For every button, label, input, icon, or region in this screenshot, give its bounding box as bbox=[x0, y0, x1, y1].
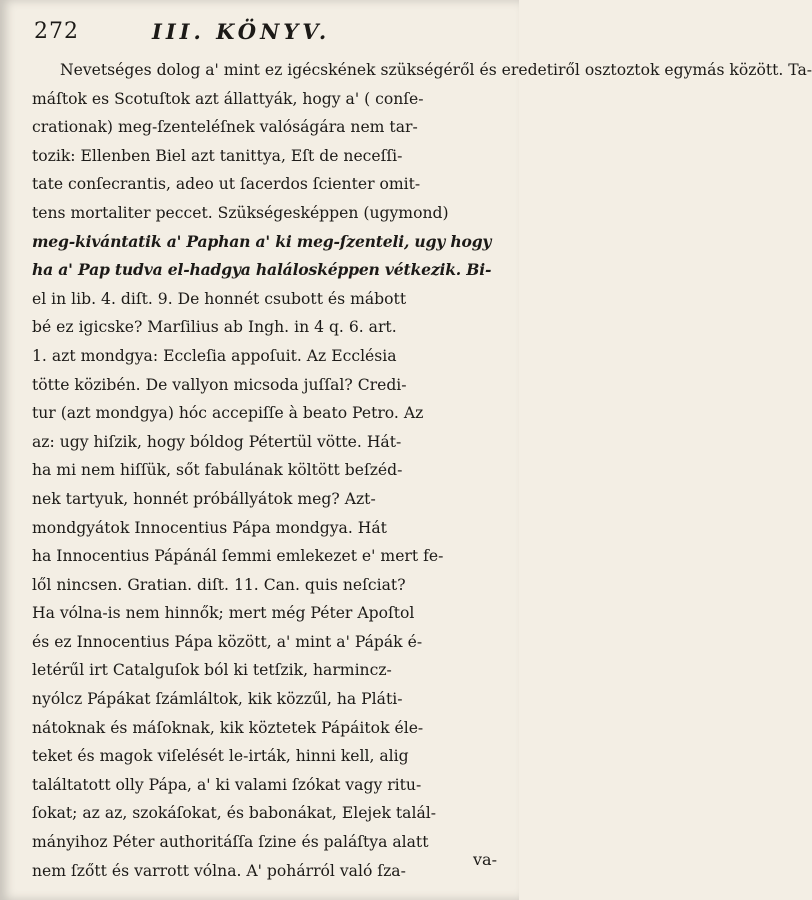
text-line: nátoknak és máſoknak, kik köztetek Pápáitok éle- bbox=[32, 718, 424, 737]
page-header bbox=[32, 18, 502, 46]
running-head: III. KÖNYV. bbox=[152, 19, 331, 44]
text-line: ha mi nem hiſſük, sőt fabulának költött beſzéd- bbox=[32, 461, 403, 480]
text-line: az: ugy hiſzik, hogy bóldog Pétertül vötte. Hát- bbox=[32, 432, 402, 451]
text-line: letérűl irt Catalguſok ból ki tetſzik, harmincz- bbox=[32, 661, 392, 680]
text-line: bé ez igicske? Marſilius ab Ingh. in 4 q. 6. art. bbox=[32, 318, 397, 337]
text-line: tur (azt mondgya) hóc accepiſſe à beato Petro. Az bbox=[32, 404, 424, 423]
text-line: mondgyátok Innocentius Pápa mondgya. Hát bbox=[32, 518, 387, 537]
text-line: Nevetséges dolog a' mint ez igécskének szükségéről és eredetiről osztoztok egymás között. Ta- bbox=[60, 61, 812, 79]
text-line: ha a' Pap tudva el-hadgya halálosképpen vétkezik. Bi- bbox=[32, 260, 492, 280]
text-line: tate conſecrantis, adeo ut ſacerdos ſcienter omit- bbox=[32, 175, 421, 194]
page-number: 272 bbox=[34, 19, 79, 44]
text-line: 1. azt mondgya: Eccleſia appoſuit. Az Ecclésia bbox=[32, 346, 397, 365]
text-line: nek tartyuk, honnét próbállyátok meg? Azt- bbox=[32, 489, 376, 508]
text-line: mányihoz Péter authoritáſſa ſzine és paláſtya alatt bbox=[32, 833, 429, 852]
text-line: el in lib. 4. diſt. 9. De honnét csubott és mábott bbox=[32, 289, 407, 308]
text-line: meg-kivántatik a' Paphan a' ki meg-ſzenteli, ugy hogy bbox=[32, 231, 492, 251]
text-line: tötte közibén. De vallyon micsoda juſſal? Credi- bbox=[32, 375, 407, 394]
text-line: ſokat; az az, szokáſokat, és babonákat, Elejek talál- bbox=[32, 804, 436, 823]
text-line: és ez Innocentius Pápa között, a' mint a' Pápák é- bbox=[32, 632, 423, 651]
text-line: nem ſzőtt és varrott vólna. A' pohárról való ſza- bbox=[32, 861, 406, 880]
text-line: crationak) meg-ſzenteléſnek valóságára nem tar- bbox=[32, 118, 418, 137]
body-text bbox=[32, 56, 812, 885]
text-line: tens mortaliter peccet. Szükségesképpen (ugymond) bbox=[32, 203, 449, 222]
text-line: nyólcz Pápákat ſzámláltok, kik közzűl, ha Pláti- bbox=[32, 690, 403, 709]
text-line: teket és magok viſelését le-irták, hinni kell, alig bbox=[32, 747, 409, 766]
catchword: va- bbox=[473, 850, 497, 869]
text-line: találtatott olly Pápa, a' ki valami ſzókat vagy ritu- bbox=[32, 775, 422, 794]
text-line: tozik: Ellenben Biel azt tanittya, Eſt de neceſſi- bbox=[32, 146, 403, 165]
text-line: Ha vólna-is nem hinnők; mert még Péter Apoſtol bbox=[32, 604, 415, 623]
text-line: ha Innocentius Pápánál ſemmi emlekezet e' mert fe- bbox=[32, 547, 444, 566]
text-line: máſtok es Scotuſtok azt állattyák, hogy a' ( conſe- bbox=[32, 89, 424, 108]
text-line: lől nincsen. Gratian. diſt. 11. Can. quis neſciat? bbox=[32, 575, 406, 594]
